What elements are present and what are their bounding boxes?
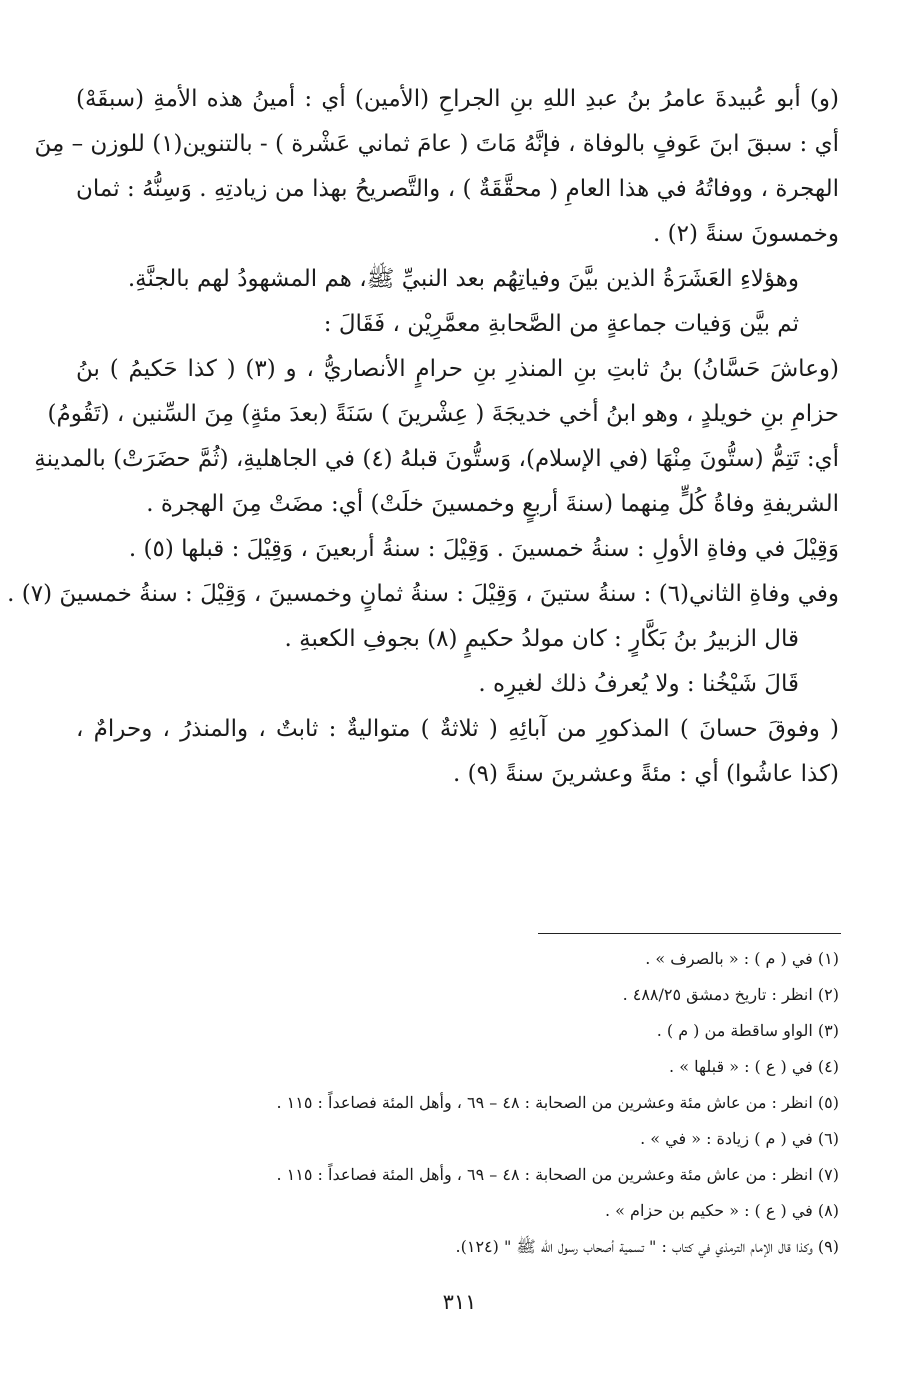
text-line-9: أي: تَتِمُّ (ستُّونَ مِنْهَا (في الإسلام)، وَستُّونَ قبلهُ (٤) في الجاهليةِ، (ثُمَّ حضَرَتْ) بالمدينةِ bbox=[34, 446, 839, 472]
text-line-11: وَقِيْلَ في وفاةِ الأولِ : سنةُ خمسينَ . وَقِيْلَ : سنةُ أربعينَ ، وَقِيْلَ : قبلها (٥) . bbox=[128, 536, 839, 562]
text-line-8: حزامِ بنِ خويلدٍ ، وهو ابنُ أخي خديجَةَ ( عِشْرينَ ) سَنَةً (بعدَ مئةٍ) مِنَ السِّنين ، (تَقُومُ) bbox=[47, 401, 839, 427]
text-line-4: وخمسونَ سنةً (٢) . bbox=[652, 221, 839, 247]
text-line-12: وفي وفاةِ الثاني(٦) : سنةُ ستينَ ، وَقِيْلَ : سنةُ ثمانٍ وخمسينَ ، وَقِيْلَ : سنةُ خمسينَ (٧) . bbox=[7, 581, 839, 607]
text-line-5: وهؤلاءِ العَشَرَةُ الذين بيَّنَ وفياتِهُم بعد النبيِّ ﷺ، هم المشهودُ لهم بالجنَّةِ. bbox=[127, 266, 799, 292]
footnote-9: (٩) وكذا قال الإمام الترمذي في كتاب : " تسمية أصحاب رسول الله ﷺ " (١٢٤). bbox=[455, 1237, 839, 1256]
footnote-2: (٢) انظر : تاريخ دمشق ٤٨٨/٢٥ . bbox=[622, 985, 839, 1004]
text-line-10: الشريفةِ وفاةُ كُلٍّ مِنهما (سنةَ أربعٍ وخمسينَ خلَتْ) أي: مضَتْ مِنَ الهجرة . bbox=[146, 491, 839, 517]
footnote-6: (٦) في ( م ) زيادة : « في » . bbox=[640, 1129, 839, 1148]
text-line-6: ثم بيَّن وَفيات جماعةٍ من الصَّحابةِ معمَّرِيْن ، فَقَالَ : bbox=[323, 311, 799, 337]
text-line-2: أي : سبقَ ابنَ عَوفٍ بالوفاة ، فإنَّهُ مَاتَ ( عامَ ثماني عَشْرة ) - بالتنوين(١) للوزن – مِنَ bbox=[34, 131, 839, 157]
text-line-14: قَالَ شَيْخُنا : ولا يُعرفُ ذلك لغيرِه . bbox=[478, 671, 799, 697]
text-line-3: الهجرة ، ووفاتُهُ في هذا العامِ ( محقَّقَةٌ ) ، والتَّصريحُ بهذا من زيادتِهِ . وَسِنُّهُ : ثمان bbox=[76, 176, 839, 202]
text-line-13: قال الزبيرُ بنُ بَكَّارٍ : كان مولدُ حكيمٍ (٨) بجوفِ الكعبةِ . bbox=[284, 626, 799, 652]
footnote-1: (١) في ( م ) : « بالصرف » . bbox=[645, 949, 839, 968]
page-number: ٣١١ bbox=[442, 1290, 477, 1314]
footnote-7: (٧) انظر : من عاش مئة وعشرين من الصحابة : ٤٨ – ٦٩ ، وأهل المئة فصاعداً : ١١٥ . bbox=[276, 1165, 839, 1184]
footnote-3: (٣) الواو ساقطة من ( م ) . bbox=[656, 1021, 839, 1040]
footnote-divider bbox=[538, 933, 841, 934]
footnote-4: (٤) في ( ع ) : « قبلها » . bbox=[669, 1057, 839, 1076]
footnote-8: (٨) في ( ع ) : « حكيم بن حزام » . bbox=[604, 1201, 839, 1220]
text-line-15: ( وفوقَ حسانَ ) المذكورِ من آبائِهِ ( ثلاثةٌ ) متواليةٌ : ثابتٌ ، والمنذرُ ، وحرامٌ ، bbox=[76, 716, 839, 742]
footnote-5: (٥) انظر : من عاش مئة وعشرين من الصحابة : ٤٨ – ٦٩ ، وأهل المئة فصاعداً : ١١٥ . bbox=[276, 1093, 839, 1112]
text-line-7: (وعاشَ حَسَّانُ) بنُ ثابتِ بنِ المنذرِ بنِ حرامٍ الأنصاريُّ ، و (٣) ( كذا حَكيمُ ) بنُ bbox=[76, 356, 839, 382]
text-line-16: (كذا عاشُوا) أي : مئةً وعشرينَ سنةً (٩) . bbox=[453, 761, 839, 787]
text-line-1: (و) أبو عُبيدةَ عامرُ بنُ عبدِ اللهِ بنِ الجراحِ (الأمين) أي : أمينُ هذه الأمةِ (سبقَهْ) bbox=[76, 86, 839, 112]
